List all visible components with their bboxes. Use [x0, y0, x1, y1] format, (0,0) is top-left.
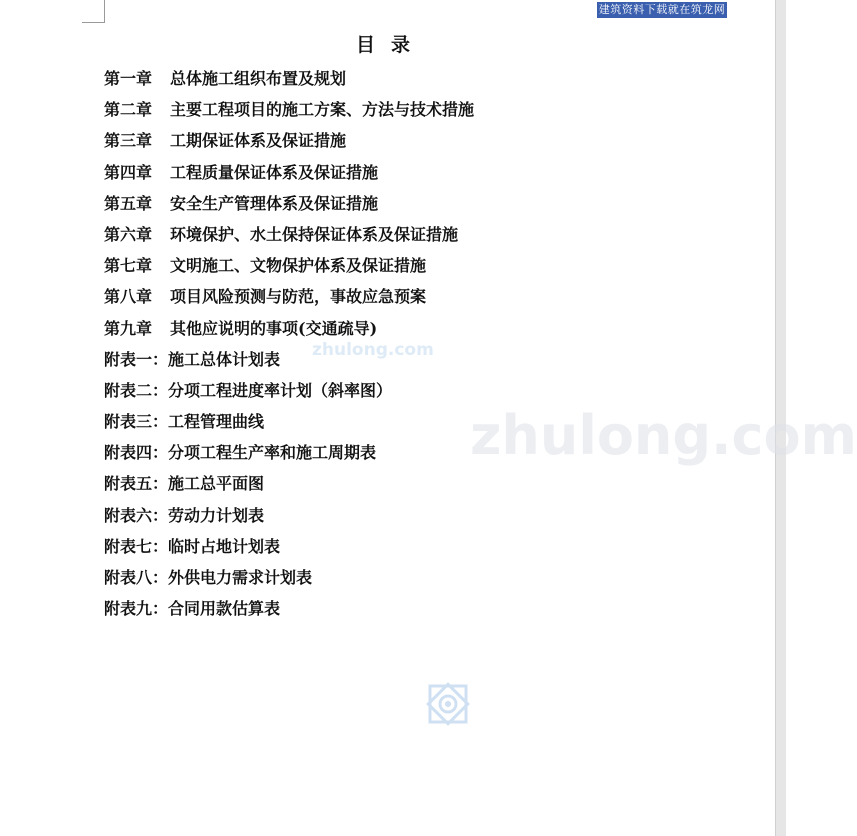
toc-appendix-entry [104, 409, 474, 440]
chapter-title: 总体施工组织布置及规划 [170, 69, 347, 88]
appendix-title: 外供电力需求计划表 [168, 568, 313, 587]
appendix-label: 附表四： [104, 443, 169, 463]
toc-chapter-entry [104, 222, 474, 253]
chapter-label: 第一章 [104, 69, 153, 88]
header-banner[interactable]: 建筑资料下载就在筑龙网 [598, 3, 726, 16]
appendix-label: 附表八： [104, 568, 169, 587]
appendix-label: 附表二： [104, 380, 169, 400]
chapter-label: 第八章 [104, 287, 153, 307]
appendix-title: 施工总体计划表 [168, 349, 281, 369]
appendix-title: 合同用款估算表 [168, 599, 281, 619]
page-title: 目录 [355, 34, 426, 56]
appendix-label: 附表七： [104, 536, 169, 556]
toc-appendix-entry [104, 534, 474, 565]
page-corner-mark [82, 0, 105, 23]
toc-appendix-entry [104, 471, 474, 502]
toc-appendix-entry [104, 596, 474, 627]
chapter-label: 第七章 [104, 256, 153, 276]
appendix-title: 分项工程进度率计划（斜率图） [168, 380, 393, 400]
toc-chapter-entry [104, 97, 474, 128]
toc-chapter-entry [104, 284, 474, 315]
chapter-title: 文明施工、文物保护体系及保证措施 [170, 256, 427, 276]
appendix-label: 附表九： [104, 599, 169, 619]
toc-chapter-entry [104, 160, 474, 191]
watermark-small: zhulong.com [312, 340, 434, 360]
chapter-label: 第二章 [104, 100, 153, 120]
toc-chapter-entry [104, 316, 474, 347]
appendix-title: 临时占地计划表 [168, 536, 281, 556]
appendix-title: 施工总平面图 [168, 474, 265, 494]
chapter-title: 工程质量保证体系及保证措施 [170, 162, 379, 182]
toc-chapter-entry [104, 128, 474, 159]
chapter-title: 其他应说明的事项(交通疏导) [170, 318, 378, 338]
chapter-label: 第四章 [104, 162, 153, 182]
zhulong-logo-icon [420, 676, 476, 732]
chapter-title: 项目风险预测与防范，事故应急预案 [170, 287, 427, 307]
chapter-label: 第九章 [104, 318, 153, 338]
appendix-label: 附表三： [104, 412, 169, 432]
toc-chapter-entry [104, 253, 474, 284]
toc-appendix-entry [104, 378, 474, 409]
chapter-label: 第六章 [104, 224, 153, 244]
chapter-title: 工期保证体系及保证措施 [170, 131, 347, 151]
table-of-contents [104, 66, 474, 627]
page-gutter [775, 0, 786, 836]
toc-appendix-entry [104, 565, 474, 596]
chapter-title: 主要工程项目的施工方案、方法与技术措施 [170, 100, 475, 120]
toc-chapter-entry [104, 66, 474, 97]
chapter-title: 安全生产管理体系及保证措施 [170, 193, 379, 213]
toc-appendix-entry [104, 503, 474, 534]
appendix-label: 附表五： [104, 474, 169, 494]
toc-appendix-entry [104, 440, 474, 471]
chapter-title: 环境保护、水土保持保证体系及保证措施 [170, 224, 459, 244]
appendix-title: 劳动力计划表 [168, 505, 265, 525]
appendix-label: 附表六： [104, 505, 169, 525]
toc-chapter-entry [104, 191, 474, 222]
appendix-title: 分项工程生产率和施工周期表 [168, 443, 377, 463]
chapter-label: 第三章 [104, 131, 153, 151]
chapter-label: 第五章 [104, 193, 153, 213]
watermark-large: zhulong.com [470, 404, 857, 467]
appendix-title: 工程管理曲线 [168, 412, 265, 432]
appendix-label: 附表一： [104, 349, 169, 369]
toc-appendix-entry [104, 347, 474, 378]
